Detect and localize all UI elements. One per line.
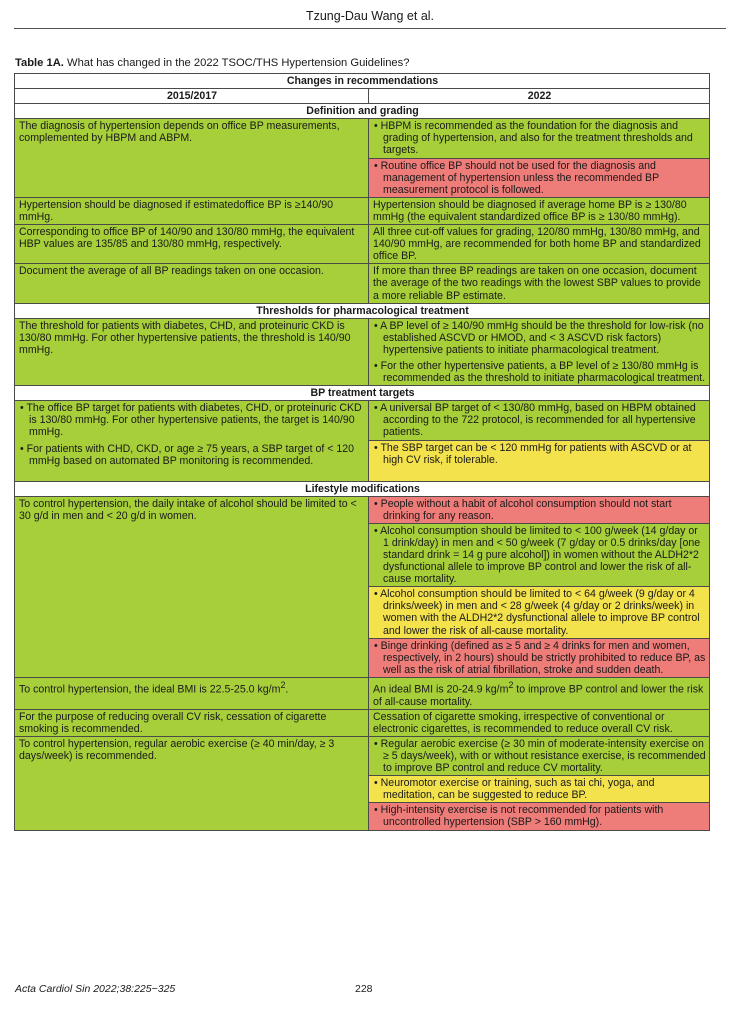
old-recommendation-cell: Document the average of all BP readings taken on one occasion.: [15, 264, 369, 303]
bullet-item: • The office BP target for patients with diabetes, CHD, or proteinuric CKD is 130/80 mmHg. For other hypertensive patients, the target is 140/90 mmHg.: [20, 402, 362, 439]
column-header-row: [15, 89, 710, 104]
bullet-item: • For patients with CHD, CKD, or age ≥ 75 years, a SBP target of < 120 mmHg based on automated BP monitoring is recommended.: [20, 442, 355, 467]
table-row: [15, 318, 710, 385]
old-recommendation-cell: [15, 401, 369, 481]
section-header-row: [15, 303, 710, 318]
column-header-old: 2015/2017: [15, 89, 369, 104]
table-row: [15, 736, 710, 775]
old-recommendation-cell: [15, 677, 369, 709]
section-header-row: [15, 481, 710, 496]
bullet-item: • People without a habit of alcohol consumption should not start drinking for any reason.: [374, 497, 672, 522]
recommendations-table: [14, 73, 710, 831]
table-row: [15, 401, 710, 440]
header-rule: [14, 28, 726, 29]
table-row: [15, 197, 710, 224]
bullet-item: • Binge drinking (defined as ≥ 5 and ≥ 4 drinks for men and women, respectively, in 2 hours) should be strictly prohibited to reduce BP, as well as the risk of atrial fibrillation, stroke and sudden death.: [374, 639, 706, 676]
section-title-targets: BP treatment targets: [15, 386, 710, 401]
table-row: [15, 709, 710, 736]
old-recommendation-cell: To control hypertension, regular aerobic exercise (≥ 40 min/day, ≥ 3 days/week) is recommended.: [15, 736, 369, 830]
old-recommendation-cell: The threshold for patients with diabetes, CHD, and proteinuric CKD is 130/80 mmHg. For other hypertensive patients, the threshold is 140/90 mmHg.: [15, 318, 369, 385]
new-recommendation-cell: Hypertension should be diagnosed if average home BP is ≥ 130/80 mmHg (the equivalent standardized office BP is ≥ 130/80 mmHg).: [369, 197, 710, 224]
bullet-item: • A BP level of ≥ 140/90 mmHg should be the threshold for low-risk (no established ASCVD or HMOD, and < 3 ASCVD risk factors) hypertensive patients to initiate pharmacological treatment.: [374, 319, 704, 356]
table-caption-text: What has changed in the 2022 TSOC/THS Hypertension Guidelines?: [63, 57, 410, 69]
bullet-item: • High-intensity exercise is not recommended for patients with uncontrolled hypertension (SBP > 160 mmHg).: [374, 804, 664, 829]
journal-citation: Acta Cardiol Sin 2022;38:225−325: [15, 983, 176, 995]
section-header-row: [15, 386, 710, 401]
new-recommendation-cell: [369, 638, 710, 677]
new-recommendation-cell: [369, 736, 710, 775]
new-recommendation-cell: [369, 318, 710, 385]
new-recommendation-cell: [369, 119, 710, 158]
table-caption: [15, 57, 409, 69]
old-recommendation-cell: The diagnosis of hypertension depends on office BP measurements, complemented by HBPM and ABPM.: [15, 119, 369, 198]
new-recommendation-cell: [369, 677, 710, 709]
section-title-lifestyle: Lifestyle modifications: [15, 481, 710, 496]
section-title-definition: Definition and grading: [15, 104, 710, 119]
bullet-item: • Routine office BP should not be used for the diagnosis and management of hypertension unless the recommended BP measurement protocol is followed.: [374, 159, 659, 196]
new-recommendation-cell: [369, 496, 710, 523]
table-title-row: [15, 74, 710, 89]
table-label: Table 1A.: [15, 57, 64, 69]
new-recommendation-cell: [369, 440, 710, 481]
old-recommendation-cell: Corresponding to office BP of 140/90 and 130/80 mmHg, the equivalent HBP values are 135/85 and 130/80 mmHg, respectively.: [15, 225, 369, 264]
bullet-item: • Alcohol consumption should be limited to < 64 g/week (9 g/day or 4 drinks/week) in men and < 28 g/week (4 g/day or 2 drinks/week) in women with the ALDH2*2 dysfunctional allele to improve BP control and lower the risk of all-cause mortality.: [374, 588, 700, 637]
table-title: Changes in recommendations: [15, 74, 710, 89]
bmi-new-text-end: to improve BP control and lower the risk of all-cause mortality.: [373, 683, 704, 708]
old-recommendation-cell: For the purpose of reducing overall CV risk, cessation of cigarette smoking is recommended.: [15, 709, 369, 736]
column-header-new: 2022: [369, 89, 710, 104]
bullet-item: • Neuromotor exercise or training, such as tai chi, yoga, and meditation, can be suggested to reduce BP.: [374, 777, 655, 802]
new-recommendation-cell: [369, 587, 710, 638]
table-row: [15, 225, 710, 264]
new-recommendation-cell: [369, 776, 710, 803]
running-head: Tzung-Dau Wang et al.: [305, 9, 435, 23]
new-recommendation-cell: [369, 158, 710, 197]
table-row: [15, 496, 710, 523]
old-recommendation-cell: To control hypertension, the daily intake of alcohol should be limited to < 30 g/d in men and < 20 g/d in women.: [15, 496, 369, 677]
bullet-item: • Regular aerobic exercise (≥ 30 min of moderate-intensity exercise on ≥ 5 days/week), with or without resistance exercise, is recommended to improve BP control and reduce CV mortality.: [374, 737, 706, 775]
section-title-thresholds: Thresholds for pharmacological treatment: [15, 303, 710, 318]
bullet-item: • Alcohol consumption should be limited to < 100 g/week (14 g/day or 1 drink/day) in men and < 50 g/week (7 g/day or 0.5 drinks/day [one standard drink = 14 g pure alcohol]) in women without the ALDH2*2 dysfunctional allele to improve BP control and lower the risk of all-cause mortality.: [374, 524, 701, 586]
bullet-item: • HBPM is recommended as the foundation for the diagnosis and grading of hypertension, and also for the treatment thresholds and targets.: [374, 120, 693, 157]
old-recommendation-cell: Hypertension should be diagnosed if estimatedoffice BP is ≥140/90 mmHg.: [15, 197, 369, 224]
table-row: [15, 119, 710, 158]
bmi-old-text-end: .: [285, 683, 289, 696]
bullet-item: • The SBP target can be < 120 mmHg for patients with ASCVD or at high CV risk, if tolerable.: [374, 441, 692, 466]
bullet-item: • A universal BP target of < 130/80 mmHg, based on HBPM obtained according to the 722 protocol, is recommended for all hypertensive patients.: [374, 402, 696, 439]
table-row: [15, 677, 710, 709]
table-row: [15, 264, 710, 303]
section-header-row: [15, 104, 710, 119]
new-recommendation-cell: All three cut-off values for grading, 120/80 mmHg, 130/80 mmHg, and 140/90 mmHg, are recommended for both home BP and standardized office BP.: [369, 225, 710, 264]
superscript: 2: [280, 679, 286, 690]
superscript: 2: [508, 679, 514, 690]
new-recommendation-cell: Cessation of cigarette smoking, irrespective of conventional or electronic cigarettes, is recommended to reduce overall CV risk.: [369, 709, 710, 736]
bmi-new-text: An ideal BMI is 20-24.9 kg/m: [373, 683, 509, 696]
new-recommendation-cell: [369, 523, 710, 586]
new-recommendation-cell: [369, 401, 710, 440]
new-recommendation-cell: If more than three BP readings are taken on one occasion, document the average of the two readings with the lowest SBP values to provide a more reliable BP estimate.: [369, 264, 710, 303]
page-number: 228: [355, 983, 373, 995]
bmi-old-text: To control hypertension, the ideal BMI is 22.5-25.0 kg/m: [19, 683, 281, 696]
new-recommendation-cell: [369, 803, 710, 830]
bullet-item: • For the other hypertensive patients, a BP level of ≥ 130/80 mmHg is recommended as the threshold to initiate pharmacological treatment.: [374, 359, 706, 385]
